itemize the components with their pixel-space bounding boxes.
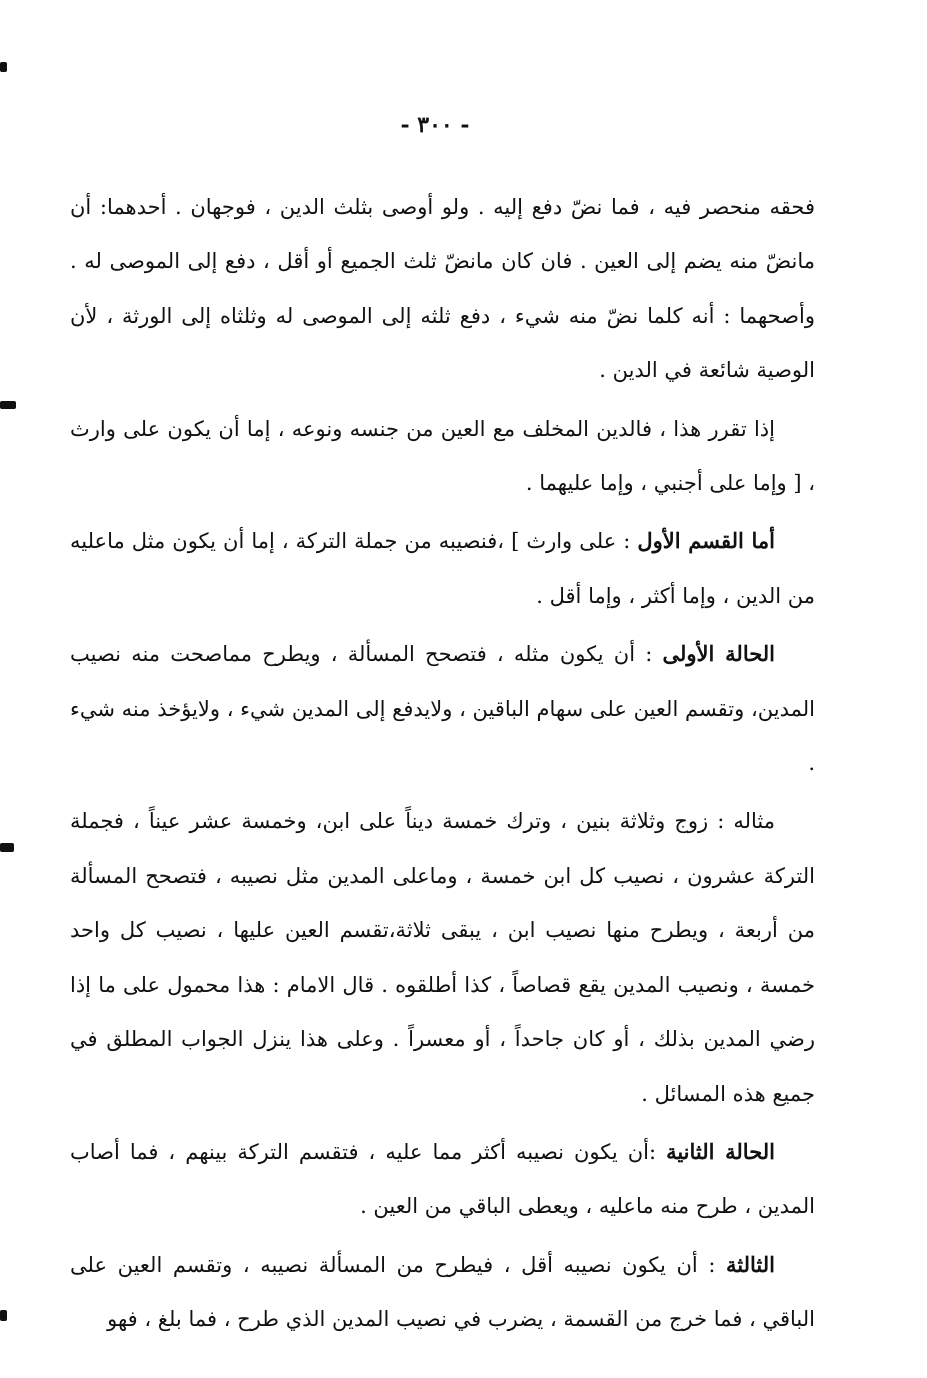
paragraph-6-text: :أن يكون نصيبه أكثر مما عليه ، فتقسم التركة بينهم ، فما أصاب المدين ، طرح منه ماعليه ، ويعطى الباقي من العين .	[70, 1139, 815, 1219]
scan-edge-mark	[0, 1310, 7, 1321]
page-body	[70, 180, 815, 1347]
paragraph-2-text: إذا تقرر هذا ، فالدين المخلف مع العين من جنسه ونوعه ، إما أن يكون على وارث ، [ وإما على أجنبي ، وإما عليهما .	[70, 416, 815, 496]
paragraph-4-text: : أن يكون مثله ، فتصحح المسألة ، ويطرح مماصحت منه نصيب المدين، وتقسم العين على سهام الباقين ، ولايدفع إلى المدين شيء ، ولايؤخذ منه شيء .	[70, 642, 815, 776]
paragraph-6-lead: الحالة الثانية	[666, 1138, 775, 1164]
paragraph-1	[70, 180, 815, 398]
paragraph-4	[70, 627, 815, 790]
paragraph-5	[70, 794, 815, 1120]
paragraph-3-text: : على وارث ] ،فنصيبه من جملة التركة ، إما أن يكون مثل ماعليه من الدين ، وإما أكثر ، وإما أقل .	[70, 529, 815, 608]
paragraph-3	[70, 514, 815, 623]
page-number: - ٣٠٠ -	[400, 112, 470, 138]
paragraph-7-lead: الثالثة	[726, 1251, 775, 1277]
paragraph-1-text: فحقه منحصر فيه ، فما نضّ دفع إليه . ولو أوصى بثلث الدين ، فوجهان . أحدهما: أن مانضّ منه يضم إلى العين . فان كان مانضّ ثلث الجميع أو أقل ، دفع إلى الموصى له . وأصحهما : أنه كلما نضّ منه شيء ، دفع ثلثه إلى الموصى له وثلثاه إلى الورثة ، لأن الوصية شائعة في الدين .	[70, 195, 815, 383]
scan-edge-mark	[0, 62, 7, 72]
paragraph-7-text: : أن يكون نصيبه أقل ، فيطرح من المسألة نصيبه ، وتقسم العين على الباقي ، فما خرج من القسمة ، يضرب في نصيب المدين الذي طرح ، فما بلغ ، فهو	[70, 1252, 815, 1332]
scan-edge-mark	[0, 401, 16, 409]
scan-edge-mark	[0, 843, 14, 852]
paragraph-6	[70, 1125, 815, 1234]
paragraph-5-text: مثاله : زوج وثلاثة بنين ، وترك خمسة ديناً على ابن، وخمسة عشر عيناً ، فجملة التركة عشرون ، نصيب كل ابن خمسة ، وماعلى المدين مثل نصيبه ، فتصحح المسألة من أربعة ، ويطرح منها نصيب ابن ، يبقى ثلاثة،تقسم العين عليها ، نصيب كل واحد خمسة ، ونصيب المدين يقع قصاصاً ، كذا أطلقوه . قال الامام : هذا محمول على ما إذا رضي المدين بذلك ، أو كان جاحداً ، أو معسراً . وعلى هذا ينزل الجواب المطلق في جميع هذه المسائل .	[70, 809, 815, 1106]
paragraph-4-lead: الحالة الأولى	[662, 641, 776, 667]
paragraph-3-lead: أما القسم الأول	[637, 528, 775, 554]
paragraph-2	[70, 402, 815, 511]
paragraph-7	[70, 1238, 815, 1347]
